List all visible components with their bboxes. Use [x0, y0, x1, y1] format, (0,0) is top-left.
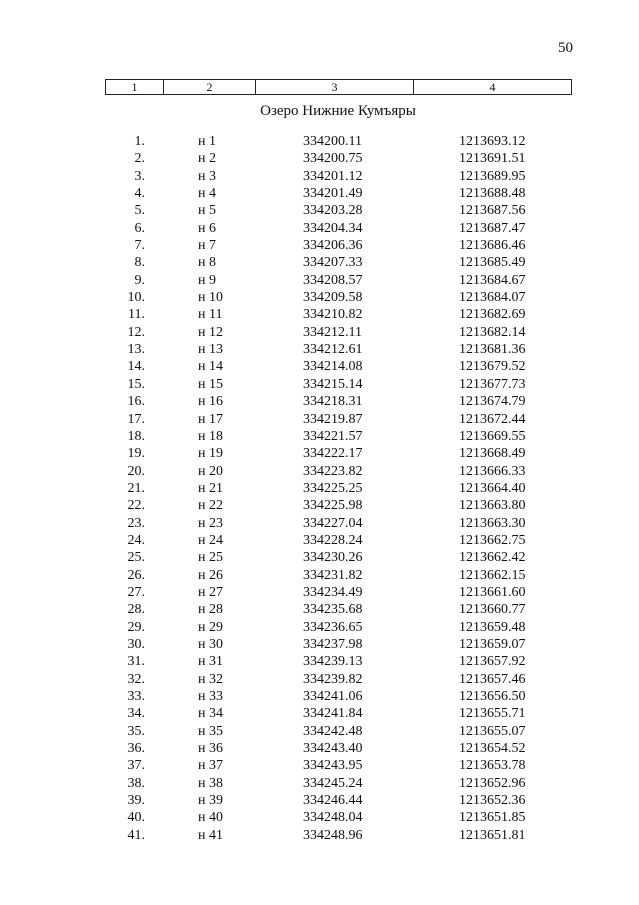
row-number: 29.: [127, 619, 145, 635]
column-header-1: 1: [106, 80, 164, 95]
coordinate-x: 334227.04: [303, 515, 363, 531]
table-row: [105, 827, 571, 844]
point-name: н 2: [198, 151, 216, 167]
point-name: н 28: [198, 602, 223, 618]
row-number: 36.: [127, 741, 145, 757]
coordinate-y: 1213682.14: [459, 324, 526, 340]
table-row: [105, 168, 571, 185]
table-row: [105, 254, 571, 271]
coordinate-list: [105, 133, 571, 844]
coordinate-y: 1213666.33: [459, 463, 526, 479]
point-name: н 7: [198, 238, 216, 254]
table-row: [105, 393, 571, 410]
table-row: [105, 567, 571, 584]
table-row: [105, 411, 571, 428]
point-name: н 6: [198, 220, 216, 236]
point-name: н 9: [198, 272, 216, 288]
table-row: [105, 358, 571, 375]
row-number: 2.: [134, 151, 145, 167]
coordinate-x: 334248.96: [303, 827, 363, 843]
coordinate-y: 1213663.80: [459, 498, 526, 514]
column-header-row: [106, 80, 572, 95]
row-number: 30.: [127, 636, 145, 652]
coordinate-x: 334231.82: [303, 567, 363, 583]
row-number: 33.: [127, 689, 145, 704]
coordinate-x: 334230.26: [303, 550, 363, 566]
table-row: [105, 601, 571, 618]
table-row: [105, 757, 571, 774]
page-number: 50: [558, 40, 573, 56]
point-name: н 34: [198, 706, 223, 722]
coordinate-y: 1213656.50: [459, 689, 526, 704]
row-number: 35.: [127, 723, 145, 739]
coordinate-x: 334242.48: [303, 723, 363, 739]
coordinate-x: 334214.08: [303, 359, 363, 375]
point-name: н 3: [198, 168, 216, 184]
coordinate-y: 1213651.81: [459, 827, 526, 843]
coordinate-x: 334204.34: [303, 220, 363, 236]
row-number: 12.: [127, 324, 145, 340]
point-name: н 14: [198, 359, 223, 375]
coordinate-y: 1213672.44: [459, 411, 526, 427]
coordinate-y: 1213659.48: [459, 619, 526, 635]
point-name: н 11: [198, 307, 223, 323]
coordinate-x: 334201.49: [303, 186, 363, 202]
coordinate-x: 334221.57: [303, 428, 363, 444]
table-row: [105, 463, 571, 480]
section-title: Озеро Нижние Кумъяры: [260, 103, 416, 119]
row-number: 34.: [127, 706, 145, 722]
coordinate-x: 334246.44: [303, 793, 363, 809]
coordinate-y: 1213652.36: [459, 793, 526, 809]
coordinate-y: 1213674.79: [459, 394, 526, 410]
coordinate-x: 334219.87: [303, 411, 363, 427]
coordinate-x: 334235.68: [303, 602, 363, 618]
point-name: н 32: [198, 671, 223, 687]
coordinate-x: 334201.12: [303, 168, 363, 184]
coordinate-x: 334243.40: [303, 741, 363, 757]
row-number: 40.: [127, 810, 145, 826]
coordinate-y: 1213682.69: [459, 307, 526, 323]
point-name: н 27: [198, 584, 223, 600]
point-name: н 38: [198, 775, 223, 791]
coordinate-x: 334209.58: [303, 290, 363, 306]
table-row: [105, 324, 571, 341]
table-row: [105, 237, 571, 254]
coordinate-x: 334248.04: [303, 810, 363, 826]
table-row: [105, 428, 571, 445]
point-name: н 33: [198, 689, 223, 704]
table-row: [105, 809, 571, 826]
point-name: н 22: [198, 498, 223, 514]
row-number: 7.: [134, 238, 145, 254]
row-number: 9.: [134, 272, 145, 288]
row-number: 37.: [127, 758, 145, 774]
coordinate-y: 1213693.12: [459, 134, 526, 149]
coordinate-y: 1213662.15: [459, 567, 526, 583]
row-number: 19.: [127, 446, 145, 462]
coordinate-y: 1213691.51: [459, 151, 526, 167]
coordinate-y: 1213686.46: [459, 238, 526, 254]
coordinate-y: 1213685.49: [459, 255, 526, 271]
row-number: 3.: [134, 168, 145, 184]
coordinate-x: 334210.82: [303, 307, 363, 323]
row-number: 5.: [134, 203, 145, 219]
point-name: н 24: [198, 532, 223, 548]
point-name: н 13: [198, 342, 223, 358]
coordinate-x: 334239.82: [303, 671, 363, 687]
point-name: н 20: [198, 463, 223, 479]
table-row: [105, 775, 571, 792]
coordinate-y: 1213655.71: [459, 706, 526, 722]
coordinate-y: 1213669.55: [459, 428, 526, 444]
point-name: н 25: [198, 550, 223, 566]
coordinate-x: 334243.95: [303, 758, 363, 774]
coordinate-x: 334207.33: [303, 255, 363, 271]
row-number: 24.: [127, 532, 145, 548]
row-number: 28.: [127, 602, 145, 618]
row-number: 25.: [127, 550, 145, 566]
table-row: [105, 619, 571, 636]
point-name: н 16: [198, 394, 223, 410]
coordinate-x: 334225.98: [303, 498, 363, 514]
coordinate-x: 334225.25: [303, 480, 363, 496]
column-header-table: [105, 79, 572, 95]
coordinate-x: 334218.31: [303, 394, 363, 410]
row-number: 15.: [127, 376, 145, 392]
table-row: [105, 185, 571, 202]
coordinate-y: 1213660.77: [459, 602, 526, 618]
coordinate-y: 1213687.47: [459, 220, 526, 236]
point-name: н 26: [198, 567, 223, 583]
point-name: н 21: [198, 480, 223, 496]
table-row: [105, 636, 571, 653]
coordinate-x: 334236.65: [303, 619, 363, 635]
coordinate-x: 334237.98: [303, 636, 363, 652]
coordinate-y: 1213657.92: [459, 654, 526, 670]
table-row: [105, 445, 571, 462]
table-row: [105, 376, 571, 393]
coordinate-y: 1213684.07: [459, 290, 526, 306]
coordinate-x: 334200.11: [303, 134, 362, 149]
coordinate-x: 334206.36: [303, 238, 363, 254]
table-row: [105, 133, 571, 150]
column-header-4: 4: [414, 80, 572, 95]
coordinate-y: 1213661.60: [459, 584, 526, 600]
row-number: 22.: [127, 498, 145, 514]
coordinate-y: 1213662.75: [459, 532, 526, 548]
column-header-3: 3: [256, 80, 414, 95]
coordinate-y: 1213654.52: [459, 741, 526, 757]
coordinate-x: 334239.13: [303, 654, 363, 670]
table-row: [105, 671, 571, 688]
table-row: [105, 289, 571, 306]
coordinate-x: 334208.57: [303, 272, 363, 288]
table-row: [105, 515, 571, 532]
point-name: н 12: [198, 324, 223, 340]
point-name: н 17: [198, 411, 223, 427]
coordinate-x: 334228.24: [303, 532, 363, 548]
table-row: [105, 584, 571, 601]
point-name: н 37: [198, 758, 223, 774]
point-name: н 8: [198, 255, 216, 271]
coordinate-y: 1213684.67: [459, 272, 526, 288]
table-row: [105, 150, 571, 167]
coordinate-y: 1213651.85: [459, 810, 526, 826]
coordinate-y: 1213688.48: [459, 186, 526, 202]
coordinate-y: 1213677.73: [459, 376, 526, 392]
coordinate-x: 334215.14: [303, 376, 363, 392]
coordinate-x: 334212.61: [303, 342, 363, 358]
coordinate-x: 334222.17: [303, 446, 363, 462]
point-name: н 31: [198, 654, 223, 670]
coordinate-y: 1213652.96: [459, 775, 526, 791]
table-row: [105, 532, 571, 549]
coordinate-x: 334241.06: [303, 689, 363, 704]
point-name: н 29: [198, 619, 223, 635]
row-number: 14.: [127, 359, 145, 375]
point-name: н 19: [198, 446, 223, 462]
coordinate-y: 1213655.07: [459, 723, 526, 739]
row-number: 18.: [127, 428, 145, 444]
table-row: [105, 202, 571, 219]
row-number: 10.: [127, 290, 145, 306]
row-number: 41.: [127, 827, 145, 843]
column-header-2: 2: [164, 80, 256, 95]
coordinate-y: 1213653.78: [459, 758, 526, 774]
coordinate-x: 334234.49: [303, 584, 363, 600]
point-name: н 15: [198, 376, 223, 392]
point-name: н 36: [198, 741, 223, 757]
row-number: 39.: [127, 793, 145, 809]
table-row: [105, 220, 571, 237]
row-number: 20.: [127, 463, 145, 479]
coordinate-x: 334200.75: [303, 151, 363, 167]
row-number: 4.: [134, 186, 145, 202]
point-name: н 1: [198, 134, 216, 149]
row-number: 1.: [134, 134, 145, 149]
table-row: [105, 497, 571, 514]
coordinate-y: 1213668.49: [459, 446, 526, 462]
table-row: [105, 653, 571, 670]
table-row: [105, 792, 571, 809]
point-name: н 18: [198, 428, 223, 444]
table-row: [105, 705, 571, 722]
table-row: [105, 272, 571, 289]
row-number: 21.: [127, 480, 145, 496]
table-row: [105, 740, 571, 757]
coordinate-y: 1213681.36: [459, 342, 526, 358]
point-name: н 40: [198, 810, 223, 826]
row-number: 16.: [127, 394, 145, 410]
table-row: [105, 549, 571, 566]
coordinate-y: 1213663.30: [459, 515, 526, 531]
table-row: [105, 306, 571, 323]
point-name: н 30: [198, 636, 223, 652]
table-row: [105, 723, 571, 740]
row-number: 32.: [127, 671, 145, 687]
point-name: н 4: [198, 186, 216, 202]
row-number: 8.: [134, 255, 145, 271]
point-name: н 39: [198, 793, 223, 809]
coordinate-y: 1213687.56: [459, 203, 526, 219]
row-number: 38.: [127, 775, 145, 791]
row-number: 17.: [127, 411, 145, 427]
row-number: 13.: [127, 342, 145, 358]
point-name: н 35: [198, 723, 223, 739]
row-number: 23.: [127, 515, 145, 531]
point-name: н 10: [198, 290, 223, 306]
row-number: 6.: [134, 220, 145, 236]
point-name: н 41: [198, 827, 223, 843]
coordinate-y: 1213664.40: [459, 480, 526, 496]
coordinate-y: 1213689.95: [459, 168, 526, 184]
row-number: 31.: [127, 654, 145, 670]
coordinate-y: 1213662.42: [459, 550, 526, 566]
coordinate-x: 334241.84: [303, 706, 363, 722]
point-name: н 23: [198, 515, 223, 531]
row-number: 27.: [127, 584, 145, 600]
coordinate-y: 1213679.52: [459, 359, 526, 375]
coordinate-x: 334212.11: [303, 324, 362, 340]
table-row: [105, 341, 571, 358]
coordinate-x: 334245.24: [303, 775, 363, 791]
table-row: [105, 480, 571, 497]
coordinate-y: 1213659.07: [459, 636, 526, 652]
coordinate-y: 1213657.46: [459, 671, 526, 687]
table-row: [105, 688, 571, 705]
row-number: 11.: [128, 307, 145, 323]
point-name: н 5: [198, 203, 216, 219]
coordinate-x: 334203.28: [303, 203, 363, 219]
row-number: 26.: [127, 567, 145, 583]
coordinate-x: 334223.82: [303, 463, 363, 479]
